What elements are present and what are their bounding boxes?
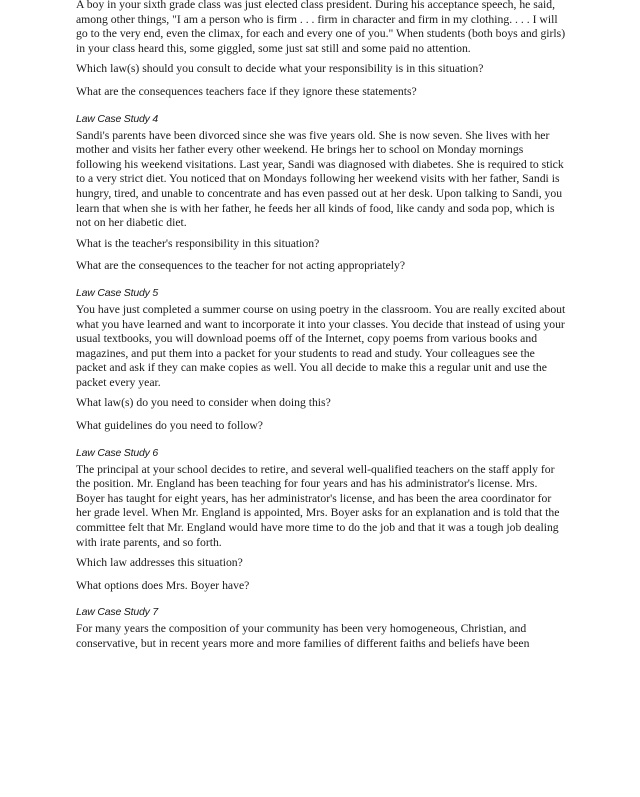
- case-study-6-paragraph: The principal at your school decides to retire, and several well-qualified teachers on the staff apply for the position. Mr. England has been teaching for four years and has his administrator's license. Mrs. Boyer has taught for eight years, has her administrator's license, and has been the area coordinator for her grade level. When Mr. England is appointed, Mrs. Boyer asks for an explanation and is told that the committee felt that Mr. England would have more time to do the job and that it was a tough job dealing with irate parents, and so forth.: [76, 462, 560, 549]
- case-study-4-heading: Law Case Study 4: [76, 112, 159, 125]
- document-page: [76, 0, 568, 652]
- case-study-5-question-1: What law(s) do you need to consider when doing this?: [76, 396, 331, 410]
- case-study-5-paragraph: You have just completed a summer course on using poetry in the classroom. You are really excited about what you have learned and want to incorporate it into your classes. You decide that instead of using your usual textbooks, you will download poems off of the Internet, copy poems from various books and magazines, and put them into a packet for your students to read and study. Your colleagues see the packet and ask if they can make copies as well. You all decide to make this a regular unit and use the packet every year.: [76, 302, 566, 389]
- case-study-4-question-1: What is the teacher's responsibility in this situation?: [76, 236, 320, 250]
- case-study-6-question-1: Which law addresses this situation?: [76, 556, 243, 570]
- case-study-5-heading: Law Case Study 5: [76, 286, 159, 299]
- case-study-5-question-2: What guidelines do you need to follow?: [76, 419, 263, 433]
- case-study-4-question-2: What are the consequences to the teacher for not acting appropriately?: [76, 259, 406, 273]
- case-study-3-question-1: Which law(s) should you consult to decide what your responsibility is in this situation?: [76, 62, 484, 76]
- case-study-6-heading: Law Case Study 6: [76, 446, 159, 459]
- case-study-6-question-2: What options does Mrs. Boyer have?: [76, 578, 250, 592]
- case-study-7-paragraph: For many years the composition of your community has been very homogeneous, Christian, and conservative, but in recent years more and more families of different faiths and beliefs have been: [76, 622, 530, 650]
- case-study-4-paragraph: Sandi's parents have been divorced since she was five years old. She is now seven. She lives with her mother and visits her father every other weekend. He brings her to school on Monday mornings following his weekend visitations. Last year, Sandi was diagnosed with diabetes. She is required to stick to a very strict diet. You noticed that on Mondays following her weekend visits with her father, Sandi is hungry, tired, and unable to concentrate and has even passed out at her desk. Upon talking to Sandi, you learn that when she is with her father, he feeds her all kinds of food, like candy and soda pop, which is not on her diabetic diet.: [76, 128, 564, 230]
- case-study-3-question-2: What are the consequences teachers face if they ignore these statements?: [76, 84, 417, 98]
- case-study-3-paragraph: A boy in your sixth grade class was just elected class president. During his acceptance speech, he said, among other things, "I am a person who is firm . . . firm in character and firm in my clothing. . . . I will go to the very end, even the climax, for each and every one of you." When students (both boys and girls) in your class heard this, some giggled, some just sat still and some paid no attention.: [76, 0, 566, 55]
- case-study-7-heading: Law Case Study 7: [76, 606, 159, 619]
